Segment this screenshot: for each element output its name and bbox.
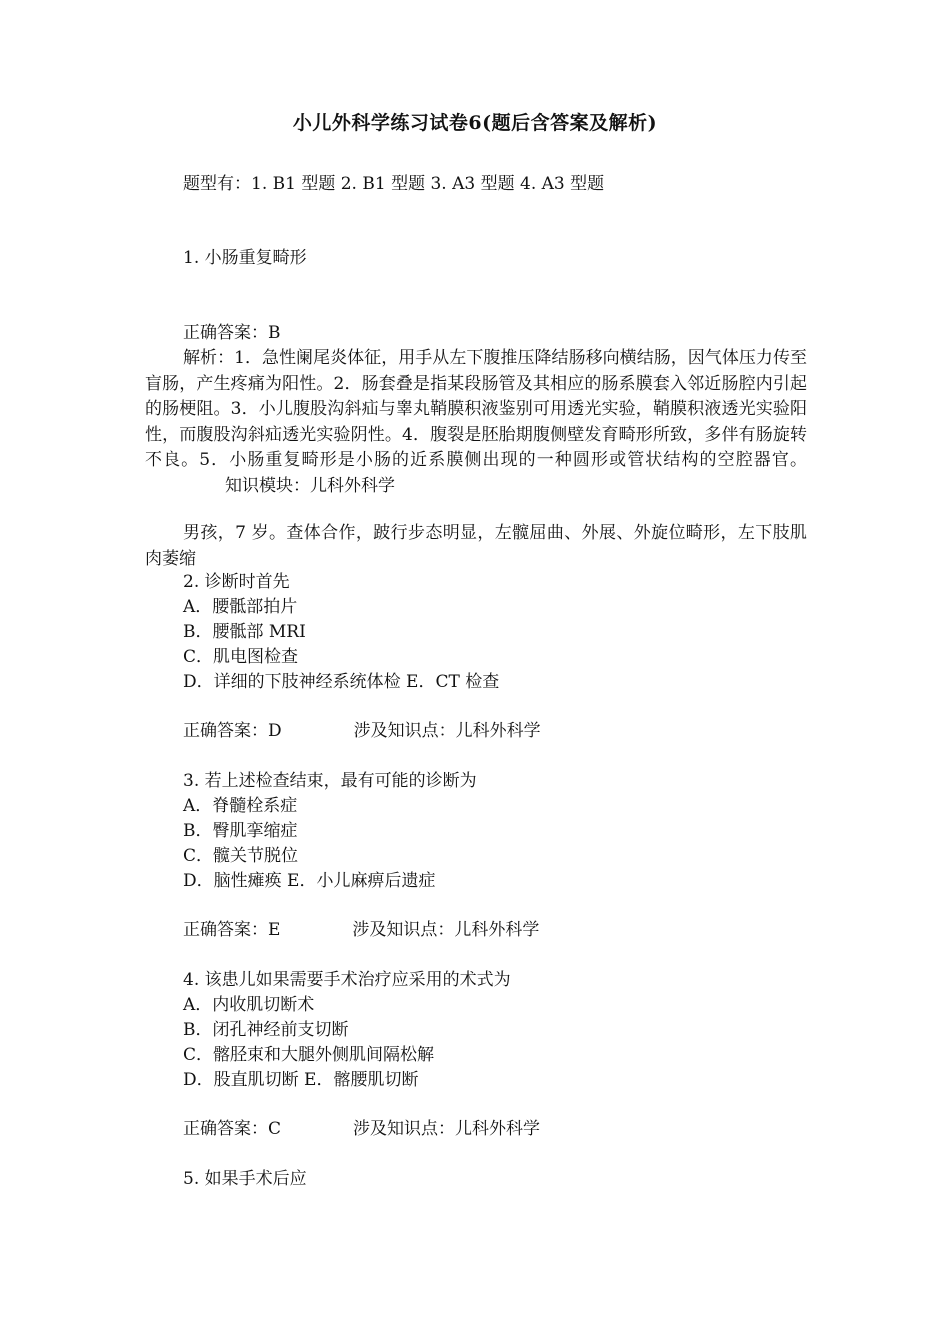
question-2-option-b: B．腰骶部 MRI [183, 622, 306, 642]
question-2-option-d-e: D．详细的下肢神经系统体检 E．CT 检查 [183, 672, 500, 692]
question-1-stem: 1. 小肠重复畸形 [183, 248, 307, 268]
analysis-text: 解析：1．急性阑尾炎体征，用手从左下腹推压降结肠移向横结肠，因气体压力传至盲肠，产生疼痛为阳性。2．肠套叠是指某段肠管及其相应的肠系膜套入邻近肠腔内引起的肠梗阻。3．小儿腹股沟斜疝与睾丸鞘膜积液鉴别可用透光实验，鞘膜积液透光实验阳性，而腹股沟斜疝透光实验阴性。4．腹裂是胚胎期腹侧壁发育畸形所致，多伴有肠旋转不良。5．小肠重复畸形是小肠的近系膜侧出现的一种圆形或管状结构的空腔器官。 [145, 348, 807, 470]
question-4-option-c: C．髂胫束和大腿外侧肌间隔松解 [183, 1045, 435, 1065]
question-2-option-c: C．肌电图检查 [183, 647, 299, 667]
answer-text: 正确答案：E [183, 920, 281, 940]
case-description: 男孩，7 岁。查体合作，跛行步态明显，左髋屈曲、外展、外旋位畸形，左下肢肌肉萎缩 [145, 523, 807, 569]
question-3-option-b: B．臀肌挛缩症 [183, 821, 298, 841]
question-2-stem: 2. 诊断时首先 [183, 572, 290, 592]
knowledge-module: 知识模块：儿科外科学 [225, 475, 395, 496]
question-2-option-a: A．腰骶部拍片 [183, 597, 298, 617]
question-3-stem: 3. 若上述检查结束，最有可能的诊断为 [183, 771, 477, 791]
knowledge-point: 涉及知识点：儿科外科学 [352, 920, 540, 940]
answer-text: 正确答案：C [183, 1119, 282, 1139]
question-3-option-c: C．髋关节脱位 [183, 846, 299, 866]
question-3-answer-line [183, 918, 539, 943]
knowledge-point: 涉及知识点：儿科外科学 [353, 1119, 541, 1139]
question-4-stem: 4. 该患儿如果需要手术治疗应采用的术式为 [183, 970, 511, 990]
question-1-answer: 正确答案：B [183, 323, 281, 343]
question-4-option-d-e: D．股直肌切断 E．髂腰肌切断 [183, 1070, 419, 1090]
question-types-line: 题型有：1. B1 型题 2. B1 型题 3. A3 型题 4. A3 型题 [183, 174, 605, 194]
question-4-option-a: A．内收肌切断术 [183, 995, 315, 1015]
answer-text: 正确答案：D [183, 721, 282, 741]
question-1-analysis [145, 346, 807, 499]
knowledge-point: 涉及知识点：儿科外科学 [353, 721, 541, 741]
document-title: 小儿外科学练习试卷6(题后含答案及解析) [292, 112, 658, 134]
question-2-answer-line [183, 719, 541, 744]
question-3-option-a: A．脊髓栓系症 [183, 796, 298, 816]
question-3-option-d-e: D．脑性瘫痪 E．小儿麻痹后遗症 [183, 871, 436, 891]
question-5-stem: 5. 如果手术后应 [183, 1169, 307, 1189]
question-4-answer-line [183, 1117, 540, 1142]
question-4-option-b: B．闭孔神经前支切断 [183, 1020, 349, 1040]
